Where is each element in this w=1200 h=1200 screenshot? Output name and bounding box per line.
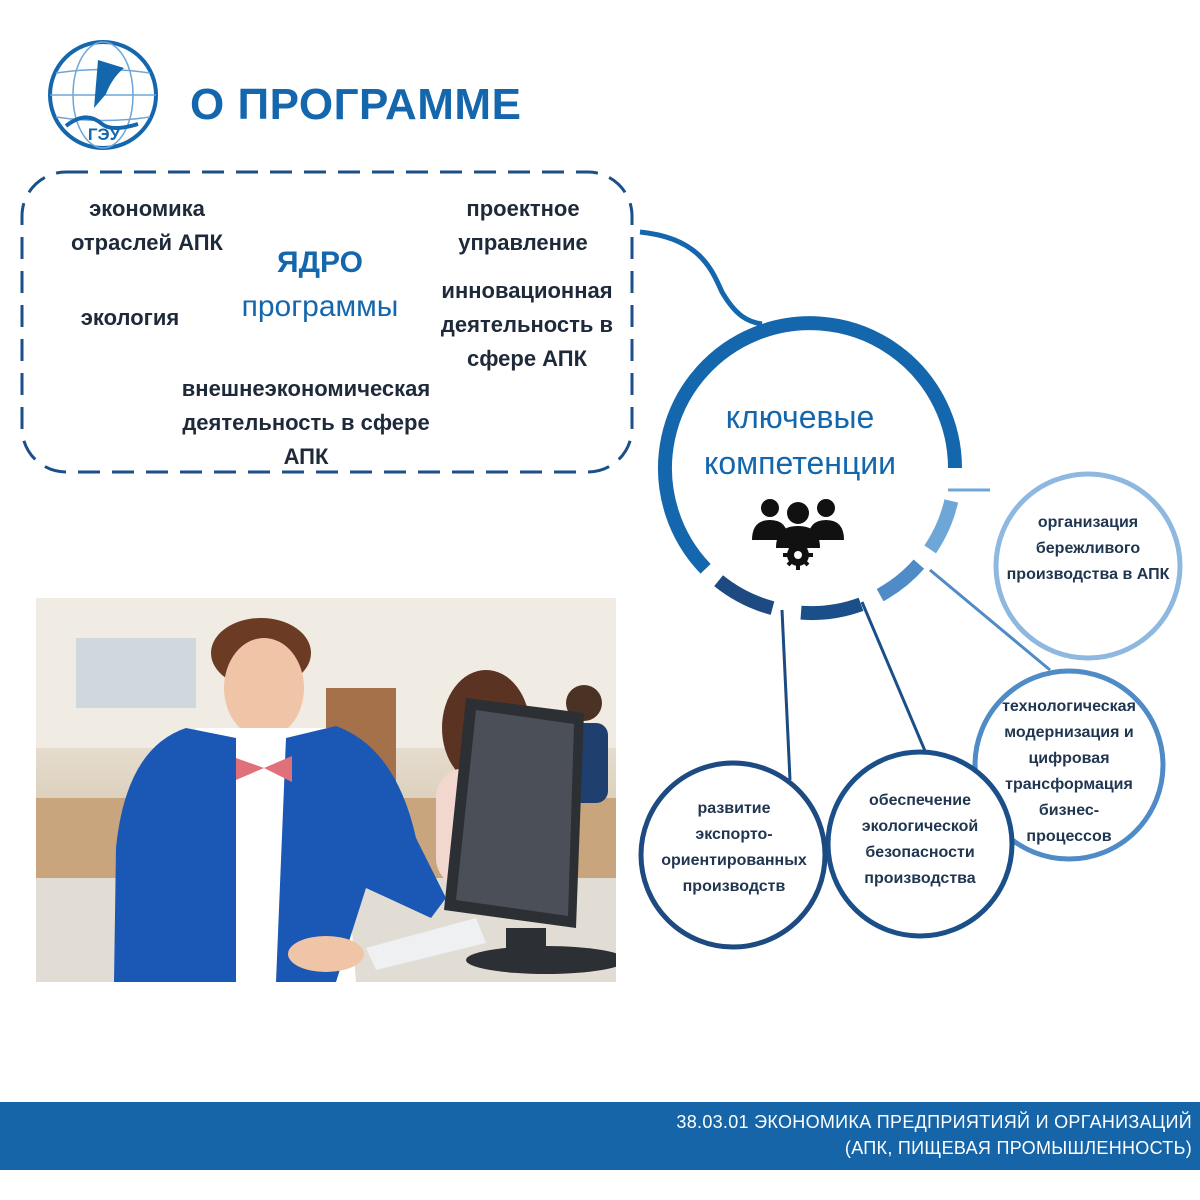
core-center-title: ЯДРО [277, 246, 363, 279]
core-item-agri-economics: экономика отраслей АПК [71, 196, 223, 255]
core-item-innovation: инновационная деятельность в сфере АПК [440, 278, 614, 371]
footer-bar [0, 1102, 1200, 1170]
core-item-ecology: экология [80, 305, 180, 330]
competency-ecology: обеспечение экологической безопасности производства [861, 792, 979, 887]
competency-export: развитие экспорто- ориентированных производств [661, 800, 807, 895]
hub-label: ключевые компетенции [703, 399, 897, 481]
connector-export [782, 610, 790, 780]
page-title: О ПРОГРАММЕ [190, 80, 522, 129]
footer-program-profile: (АПК, ПИЩЕВАЯ ПРОМЫШЛЕННОСТЬ) [844, 1138, 1192, 1158]
footer-program-code: 38.03.01 ЭКОНОМИКА ПРЕДПРИЯТИЯЙ И ОРГАНИЗАЦИЙ [676, 1112, 1192, 1132]
competency-digital: технологическая модернизация и цифровая трансформация бизнес- процессов [1002, 698, 1136, 845]
team-gear-icon [752, 499, 844, 570]
logo-lettering: ГЭУ [87, 125, 121, 144]
core-item-project-management: проектное управление [458, 196, 588, 255]
core-center-subtitle: программы [241, 290, 399, 323]
connector-ecology [862, 602, 928, 758]
core-connector-line [640, 232, 762, 324]
students-at-computers-photo [36, 598, 616, 982]
core-item-foreign-trade: внешнеэкономическая деятельность в сфере АПК [181, 376, 431, 469]
competency-lean: организация бережливого производства в АПК [1006, 514, 1170, 583]
